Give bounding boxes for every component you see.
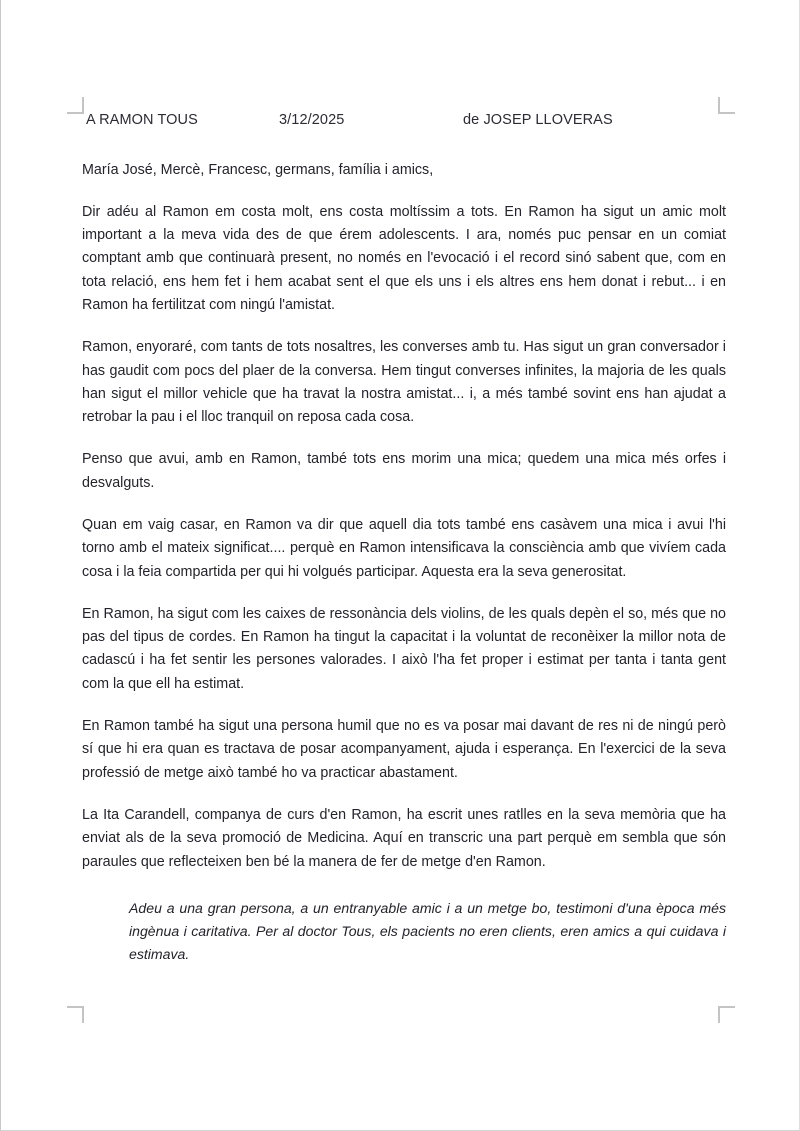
paragraph: Ramon, enyoraré, com tants de tots nosaltres, les converses amb tu. Has sigut un gran conversador i has gaudit com pocs del plaer de la conversa. Hem tingut converses infinites, la majoria de les quals han sigut el millor vehicle que ha travat la nostra amistat... i, a més també sovint ens han ajudat a retrobar la pau i el lloc tranquil on reposa cada cosa. [82,339,726,426]
paragraph: La Ita Carandell, companya de curs d'en Ramon, ha escrit unes ratlles en la seva memòria que ha enviat als de la seva promoció de Medicina. Aquí en transcric una part perquè em sembla que són paraules que reflecteixen ben bé la manera de fer de metge d'en Ramon. [82,806,726,870]
paragraph: Penso que avui, amb en Ramon, també tots ens morim una mica; quedem una mica més orfes i desvalguts. [82,451,726,491]
header-date: 3/12/2025 [279,112,345,128]
quote-text: Adeu a una gran persona, a un entranyable amic i a un metge bo, testimoni d'una època més ingènua i caritativa. Per al doctor Tous, els pacients no eren clients, eren amics a qui cuidava i estimava. [129,899,726,962]
header-sender: de JOSEP LLOVERAS [463,112,613,128]
letter-header [82,112,726,138]
salutation: María José, Mercè, Francesc, germans, família i amics, [82,162,434,178]
paragraph: Dir adéu al Ramon em costa molt, ens costa moltíssim a tots. En Ramon ha sigut un amic molt important a la meva vida des de que érem adolescents. I ara, només puc pensar en un comiat comptant amb que continuarà present, no només en l'evocació i el record sinó sabent que, com en tota relació, ens hem fet i hem acabat sent el que els uns i els altres ens hem donat i rebut... i en Ramon ha fertilitzat com ningú l'amistat. [82,203,726,313]
paragraph: Quan em vaig casar, en Ramon va dir que aquell dia tots també ens casàvem una mica i avui l'hi torno amb el mateix significat.... perquè en Ramon intensificava la consciència amb que vivíem cada cosa i la feia compartida per qui hi volgués participar. Aquesta era la seva generositat. [82,516,726,580]
document-text-body [82,112,726,965]
paragraph: En Ramon, ha sigut com les caixes de ressonància dels violins, de les quals depèn el so, més que no pas del tipus de cordes. En Ramon ha tingut la capacitat i la voluntat de reconèixer la millor nota de cadascú i ha fet sentir les persones valorades. I això l'ha fet proper i estimat per tanta i tanta gent com la que ell ha estimat. [82,605,726,692]
header-recipient: A RAMON TOUS [86,112,198,128]
crop-mark-bottom-left [67,1006,84,1023]
crop-mark-bottom-right [718,1006,735,1023]
paragraph: En Ramon també ha sigut una persona humil que no es va posar mai davant de res ni de ningú però sí que hi era quan es tractava de posar acompanyament, ajuda i esperança. En l'exercici de la seva professió de metge això també ho va practicar abastament. [82,718,726,781]
quoted-passage [129,897,726,965]
